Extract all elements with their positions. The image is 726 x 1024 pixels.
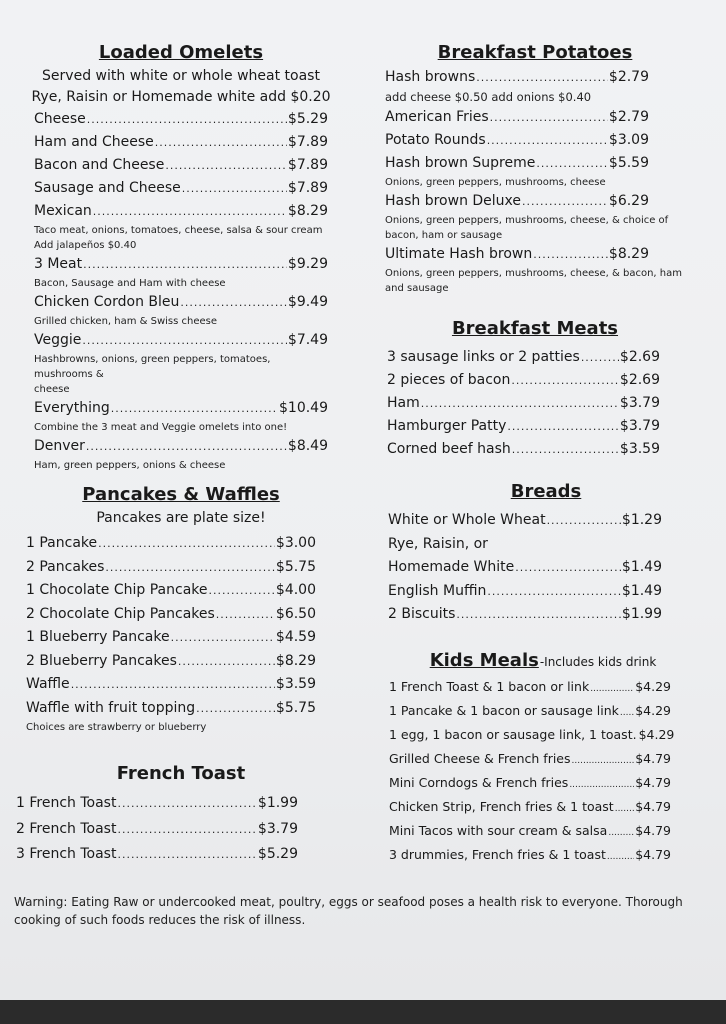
menu-item	[388, 580, 662, 604]
item-name: Hamburger Patty	[387, 418, 507, 434]
item-name: 1 Blueberry Pancake	[26, 629, 170, 645]
item-name: Mexican	[34, 203, 92, 219]
item-name: Potato Rounds	[385, 132, 486, 148]
section-subtitle: Rye, Raisin or Homemade white add $0.20	[31, 89, 331, 105]
item-note: Grilled chicken, ham & Swiss cheese	[34, 316, 218, 327]
menu-item	[34, 253, 328, 276]
item-name: Veggie	[34, 332, 82, 348]
menu-item	[34, 397, 328, 420]
item-name: Waffle with fruit topping	[26, 699, 196, 716]
menu-item	[26, 626, 316, 650]
item-price: $4.59	[275, 629, 316, 645]
item-name: 2 pieces of bacon	[387, 372, 511, 388]
item-name: 2 Pancakes	[26, 558, 105, 575]
bottom-edge	[0, 1000, 726, 1024]
section-subtitle: Served with white or whole wheat toast	[42, 68, 320, 84]
breads-section	[385, 481, 685, 627]
french-toast-section	[16, 763, 346, 868]
item-name: Hash brown Deluxe	[385, 193, 522, 209]
item-price: $9.29	[287, 256, 328, 272]
item-price: $4.79	[635, 823, 671, 838]
menu-item	[385, 190, 649, 213]
item-name: White or Whole Wheat	[388, 512, 546, 528]
menu-item	[385, 106, 649, 129]
item-name: 3 sausage links or 2 patties	[387, 349, 580, 365]
item-note: bacon, ham or sausage	[385, 230, 503, 241]
item-price: $2.79	[608, 109, 649, 125]
menu-item	[34, 291, 328, 314]
item-price: $4.00	[275, 582, 316, 598]
item-name: Denver	[34, 438, 85, 454]
section-title: French Toast	[116, 763, 246, 784]
item-price: $2.79	[608, 69, 649, 85]
item-price: $3.00	[275, 535, 316, 551]
item-price: $2.69	[619, 349, 660, 365]
menu-item	[389, 676, 671, 700]
menu-item	[389, 844, 671, 868]
item-price: $3.79	[619, 395, 660, 411]
item-name: English Muffin	[388, 582, 487, 599]
menu-item	[34, 131, 328, 154]
kids-meals-section	[385, 650, 685, 868]
item-price: $3.59	[619, 441, 660, 457]
item-price: $6.29	[608, 193, 649, 209]
item-price: $7.89	[287, 157, 328, 173]
item-price: $1.29	[621, 512, 662, 528]
item-note: Add jalapeños $0.40	[34, 240, 137, 251]
section-title: Breakfast Meats	[451, 318, 619, 339]
section-title: Loaded Omelets	[98, 42, 264, 63]
item-price: $5.59	[608, 155, 649, 171]
menu-item	[388, 533, 662, 557]
item-price: $8.29	[608, 246, 649, 262]
item-name: 1 Pancake	[26, 535, 98, 551]
item-note: Onions, green peppers, mushrooms, cheese, & choice of	[385, 215, 669, 226]
item-price: $3.59	[275, 676, 316, 692]
item-price: $9.49	[287, 294, 328, 310]
item-price: $8.29	[287, 203, 328, 219]
item-note: Bacon, Sausage and Ham with cheese	[34, 278, 226, 289]
section-title: Breads	[510, 481, 582, 502]
item-note: Taco meat, onions, tomatoes, cheese, salsa & sour cream	[34, 225, 323, 236]
menu-item	[34, 177, 328, 200]
menu-item	[26, 697, 316, 721]
item-note: add cheese $0.50 add onions $0.40	[385, 90, 592, 104]
item-name: Sausage and Cheese	[34, 180, 181, 196]
item-price: $1.99	[257, 795, 298, 811]
menu-item	[34, 329, 328, 352]
item-name: Cheese	[34, 111, 86, 127]
menu-item	[389, 796, 671, 820]
item-price: $4.79	[635, 799, 671, 814]
menu-item	[34, 154, 328, 177]
item-name: Ham	[387, 395, 420, 411]
menu-item	[388, 603, 662, 627]
item-price: $4.29	[635, 679, 671, 694]
item-price: $8.29	[275, 652, 316, 669]
menu-item	[387, 415, 660, 438]
item-price: $7.49	[287, 332, 328, 348]
menu-item	[388, 509, 662, 533]
menu-item	[389, 748, 671, 772]
health-warning: Warning: Eating Raw or undercooked meat, poultry, eggs or seafood poses a health risk to everyone. Thorough cooking of such foods reduces the risk of illness.	[14, 895, 683, 927]
item-price: $3.09	[608, 132, 649, 148]
item-price: $3.79	[619, 418, 660, 434]
item-name: 1 French Toast	[16, 795, 117, 811]
item-price: $8.49	[287, 438, 328, 454]
item-name: 3 Meat	[34, 256, 83, 272]
item-note: Combine the 3 meat and Veggie omelets into one!	[34, 422, 288, 433]
item-note: Choices are strawberry or blueberry	[26, 722, 207, 733]
item-name: 1 Chocolate Chip Pancake	[26, 582, 208, 598]
item-name: 1 Pancake & 1 bacon or sausage link	[389, 703, 619, 718]
item-note: Hashbrowns, onions, green peppers, tomatoes, mushrooms &	[34, 354, 271, 380]
menu-item	[26, 673, 316, 697]
item-name: Bacon and Cheese	[34, 157, 165, 173]
item-name: 2 Biscuits	[388, 606, 456, 622]
item-note: Ham, green peppers, onions & cheese	[34, 460, 226, 471]
item-name: 1 egg, 1 bacon or sausage link, 1 toast.	[389, 727, 637, 742]
item-price: $1.49	[621, 559, 662, 575]
menu-item	[34, 200, 328, 223]
breakfast-potatoes-section	[385, 42, 685, 296]
item-price: $2.69	[619, 372, 660, 388]
item-name: Ultimate Hash brown	[385, 246, 533, 262]
item-name: 3 French Toast	[16, 846, 117, 862]
menu-item	[387, 369, 660, 392]
item-note: Onions, green peppers, mushrooms, cheese, & bacon, ham	[385, 268, 682, 279]
item-price: $5.29	[257, 846, 298, 862]
item-name: Hash brown Supreme	[385, 155, 536, 171]
breakfast-meats-section	[385, 318, 685, 461]
menu-item	[34, 435, 328, 458]
item-name: Everything	[34, 400, 110, 416]
item-price: $6.50	[275, 605, 316, 622]
menu-item	[385, 243, 649, 266]
item-price: $4.79	[635, 751, 671, 766]
item-name: Homemade White	[388, 559, 515, 575]
item-price: $5.75	[275, 558, 316, 575]
item-price: $5.29	[287, 111, 328, 127]
menu-item	[26, 650, 316, 674]
kids-meals-heading	[385, 650, 685, 672]
section-title: Kids Meals	[429, 650, 539, 671]
item-price: $4.79	[635, 847, 671, 862]
item-price: $4.29	[638, 727, 675, 742]
item-name: Corned beef hash	[387, 441, 511, 457]
menu-item	[16, 817, 298, 843]
item-name: Waffle	[26, 676, 70, 692]
loaded-omelets-section	[16, 42, 346, 473]
menu-item	[26, 556, 316, 580]
section-subtitle: Pancakes are plate size!	[96, 510, 266, 526]
item-name: Mini Tacos with sour cream & salsa	[389, 823, 608, 838]
item-price: $7.89	[287, 180, 328, 196]
item-price: $1.49	[621, 582, 662, 599]
item-price: $4.29	[635, 703, 671, 718]
item-name: 3 drummies, French fries & 1 toast	[389, 847, 606, 862]
menu-item	[385, 66, 649, 89]
item-name: 2 French Toast	[16, 820, 117, 837]
item-name: Chicken Cordon Bleu	[34, 294, 180, 310]
menu-item	[16, 842, 298, 868]
menu-item	[16, 791, 298, 817]
menu-item	[385, 129, 649, 152]
item-name: Mini Corndogs & French fries	[389, 775, 569, 790]
item-name: 2 Blueberry Pancakes	[26, 652, 177, 669]
pancakes-waffles-section	[16, 484, 346, 735]
item-name: 1 French Toast & 1 bacon or link	[389, 679, 590, 694]
item-price: $5.75	[275, 699, 316, 716]
menu-item	[389, 820, 671, 844]
item-name: Hash browns	[385, 69, 476, 85]
menu-item	[389, 700, 671, 724]
item-price: $10.49	[279, 400, 328, 416]
item-note: Onions, green peppers, mushrooms, cheese	[385, 177, 606, 188]
menu-item	[385, 152, 649, 175]
item-price: $7.89	[287, 134, 328, 150]
menu-item	[34, 108, 328, 131]
menu-item	[388, 556, 662, 580]
menu-item	[387, 346, 660, 369]
menu-item	[387, 392, 660, 415]
menu-item	[26, 603, 316, 627]
item-price: $3.79	[257, 820, 298, 837]
item-name: Ham and Cheese	[34, 134, 154, 150]
item-name: Chicken Strip, French fries & 1 toast	[389, 799, 614, 814]
item-name: Grilled Cheese & French fries	[389, 751, 571, 766]
menu-item	[389, 772, 671, 796]
section-title: Breakfast Potatoes	[437, 42, 633, 63]
menu-item	[387, 438, 660, 461]
menu-item	[26, 579, 316, 603]
item-note: cheese	[34, 384, 70, 395]
item-note: and sausage	[385, 283, 449, 294]
section-subtitle: -Includes kids drink	[539, 655, 657, 669]
section-title: Pancakes & Waffles	[82, 484, 280, 505]
item-price: $1.99	[621, 606, 662, 622]
item-price: $4.79	[635, 775, 671, 790]
item-name: American Fries	[385, 109, 489, 125]
item-name: Rye, Raisin, or	[388, 535, 488, 552]
menu-item	[26, 532, 316, 556]
menu-item	[389, 724, 675, 748]
item-name: 2 Chocolate Chip Pancakes	[26, 605, 215, 622]
